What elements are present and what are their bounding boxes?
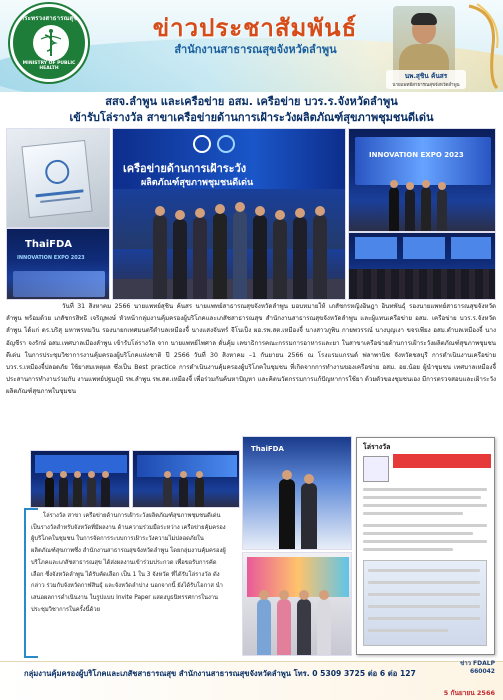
document-row (363, 540, 487, 543)
person-head (406, 182, 414, 190)
photo-booth (242, 552, 352, 656)
plaque-line (40, 197, 80, 203)
person-head (88, 471, 95, 478)
person-head (304, 474, 314, 484)
person-head (390, 180, 398, 188)
person (389, 187, 399, 231)
person (195, 477, 204, 507)
person-head (46, 471, 53, 478)
person-head (175, 210, 185, 220)
led-screen (451, 237, 491, 259)
photo-fda-screen (6, 228, 110, 300)
person-head (259, 590, 269, 600)
person-head (180, 471, 187, 478)
led-screen (355, 237, 397, 259)
document-card-title: โล่รางวัล (363, 443, 391, 451)
document-row (368, 569, 480, 572)
document-row (363, 496, 481, 499)
document-row (363, 504, 487, 507)
stage-logo-icon (193, 135, 211, 153)
person (73, 477, 82, 507)
led-screen (355, 137, 491, 185)
person (301, 483, 317, 549)
person-head (155, 206, 165, 216)
person (233, 211, 247, 299)
stage-banner-line-1: เครือข่ายด้านการเฝ้าระวัง (123, 162, 247, 175)
person-head (319, 590, 329, 600)
person (213, 213, 227, 299)
person-head (74, 471, 81, 478)
document-card (356, 437, 495, 655)
footer (0, 661, 503, 700)
headline (0, 94, 503, 126)
person (317, 599, 331, 655)
person (153, 215, 167, 299)
person-head (215, 204, 225, 214)
portrait-role: นายแพทย์สาธารณสุขจังหวัดลำพูน (392, 83, 460, 88)
document-row (368, 629, 448, 632)
document-card-thumbnail (363, 456, 389, 482)
photo-plaque (6, 128, 110, 228)
person-head (438, 182, 446, 190)
footer-code-1: ข่าว FDALP (460, 660, 495, 667)
document-card-table (363, 560, 487, 646)
screen-event: INNOVATION EXPO 2023 (17, 255, 85, 261)
document-row (368, 605, 480, 608)
person-head (195, 208, 205, 218)
person-head (255, 206, 265, 216)
exhibit-brand: ThaiFDA (251, 445, 284, 453)
plaque-emblem-icon (44, 159, 70, 185)
portrait-caption (386, 70, 466, 89)
person-head (422, 180, 430, 188)
logo-top-text: กระทรวงสาธารณสุข (20, 15, 78, 22)
body-paragraph: วันที่ 31 สิงหาคม 2566 นายแพทย์สุชิน ค้นสร นายแพทย์สาธารณสุขจังหวัดลำพูน มอบหมายให้ เภสัชกรหญิงอิษฎา อินทพันธุ์ รองนายแพทย์สาธารณสุขจังหวัดลำพูน พร้อมด้วย เภสัชกรสิทธิ เจริญพงษ์ หัวหน้ากลุ่มงานคุ้มครองผู้บริโภคและเภสัชสาธารณสุข สำนักงานสาธารณสุขจังหวัดลำพูน และผู้แทนเครือข่าย อสม. เครือข่าย บวร.ร.จังหวัดลำพูน ได้แก่ ดร.บริสุ มหาพรหมวิน รองนายกเทศมนตรีตำบลเหมืองจี้ นางแสงจันทร์ จีโนเป็ง ผอ.รพ.สต.เหมืองจี้ นางสาวภูพิน กายพวรรณ์ นางบุญเงา ขจรเพียง อสม.ตำบลเหมืองจี้ นางอัญชีรา จงรักษ์ อสม.เทศบาลเมืองลำพูน เข้ารับโล่รางวัล จาก นายแพทย์ไพศาล ดั่นคุ้ม เลขาธิการคณะกรรมการอาหารและยา ในสาขาเครือข่ายด้านการเฝ้าระวังผลิตภัณฑ์สุขภาพชุมชนดีเด่น ในการประชุมวิชาการงานคุ้มครองผู้บริโภคแห่งชาติ ปี 2566 วันที่ 30 สิงหาคม –1 กันยายน 2566 ณ โรงแรมแกรนด์ ฟลาพานิช จังหวัดชลบุรี การดำเนินงานเครือข่ายบวร.ร.เหมืองจี้ปลอดภัย ใช้ยาสมเหตุผล ซึ่งเป็น Best practice การดำเนินงานคุ้มครองผู้บริโภคในชุมชน ที่เกิดจากการทำงานของเครือข่าย อสม. อย.น้อย ผู้นำชุมชน เทศบาลเหมืองจี้ ประสานการทำงานร่วมกับ งานแพทย์ปฐมภูมิ รพ.ลำพูน รพ.สต.เหมืองจี้ เพื่อร่วมกันค้นหาปัญหา และคิดนวัตกรรมการแก้ปัญหาการใช้ยา ด้วยตัวของชุมชนเอง มีการตรวจสอบและเฝ้าระวังผลิตภัณฑ์สุขภาพในชุมชน (6, 303, 496, 396)
document-row (363, 532, 473, 535)
photo-exhibit (242, 436, 352, 550)
side-note: โล่รางวัล สาขา เครือข่ายด้านการเฝ้าระวังผลิตภัณฑ์สุขภาพชุมชนดีเด่น เป็นรางวัลสำหรับจังหวัดที่มีผลงาน ด้านความร่วมมือระหว่าง เครือข่ายคุ้มครองผู้บริโภคในชุมชน ในการจัดการระบบการเฝ้าระวังความไม่ปลอดภัยในผลิตภัณฑ์สุขภาพซึ่ง สำนักงานสาธารณสุขจังหวัดลำพูน โดยกลุ่มงานคุ้มครองผู้บริโภคและเภสัชสาธารณสุข ได้ส่งผลงานเข้าร่วมประกวด เพื่อขอรับการคัดเลือก ซึ่งจังหวัดลำพูน ได้รับคัดเลือก เป็น 1 ใน 3 จังหวัด ที่ได้รับโล่รางวัล ดังกล่าว ร่วมกับจังหวัดกาฬสินธุ์ และจังหวัดลำปาง นอกจากนี้ ยังได้รับโอกาส นำเสนอผลการดำเนินงาน ในรูปแบบ Invite Paper แสดงบูธนิทรรศการในงานประชุมวิชาการในครั้งนี้ด้วย (31, 513, 226, 613)
document-card-banner (393, 454, 491, 468)
moph-logo (10, 4, 88, 82)
audience-rows (349, 269, 496, 300)
page-title: ข่าวประชาสัมพันธ์ (152, 14, 358, 42)
person (297, 599, 311, 655)
stage-logo-icon (217, 135, 235, 153)
person (257, 599, 271, 655)
stage-backdrop (113, 189, 346, 249)
footer-code-2: 660042 (469, 668, 495, 675)
person (273, 219, 287, 299)
led-screen (137, 455, 237, 477)
person (87, 477, 96, 507)
person-head (299, 590, 309, 600)
person (59, 477, 68, 507)
person (279, 479, 295, 549)
person (173, 219, 187, 299)
stage-banner-line-2: ผลิตภัณฑ์สุขภาพชุมชนดีเด่น (141, 178, 254, 188)
person (101, 477, 110, 507)
document-row (363, 524, 487, 527)
person-head (282, 470, 292, 480)
person (421, 187, 431, 231)
person-head (315, 206, 325, 216)
person (293, 217, 307, 299)
person-head (235, 202, 245, 212)
document-row (368, 617, 480, 620)
person-head (60, 471, 67, 478)
scroll-decoration-icon (463, 2, 501, 90)
headline-line-1: สสจ.ลำพูน และเครือข่าย อสม. เครือข่าย บวร.ร.จังหวัดลำพูน (105, 95, 398, 108)
screen-brand: ThaiFDA (25, 239, 72, 250)
person-head (279, 590, 289, 600)
person (277, 599, 291, 655)
document-row (363, 512, 463, 515)
stage-banner (113, 129, 346, 189)
person (313, 215, 327, 299)
person-head (275, 210, 285, 220)
footer-date: 5 กันยายน 2566 (443, 689, 495, 697)
screen-event-2: INNOVATION EXPO 2023 (369, 151, 464, 159)
footer-contact: กลุ่มงานคุ้มครองผู้บริโภคและเภสัชสาธารณสุข สำนักงานสาธารณสุขจังหวัดลำพูน โทร. 0 5309 3725 ต่อ 6 ต่อ 127 (24, 669, 416, 678)
screen-glow (13, 271, 105, 297)
document-row (368, 581, 480, 584)
document-row (363, 548, 453, 551)
person (45, 477, 54, 507)
person (437, 189, 447, 231)
led-screen (403, 237, 445, 259)
person (253, 215, 267, 299)
moph-emblem-icon (33, 25, 69, 61)
photo-group-2 (132, 450, 240, 508)
footer-code (460, 660, 495, 676)
glass-plaque (21, 140, 92, 218)
page-subtitle: สำนักงานสาธารณสุขจังหวัดลำพูน (174, 43, 337, 56)
stage-floor (113, 279, 346, 300)
photo-audience (348, 232, 496, 300)
headline-line-2: เข้ารับโล่รางวัล สาขาเครือข่ายด้านการเฝ้าระวังผลิตภัณฑ์สุขภาพชุมชนดีเด่น (69, 111, 434, 124)
photo-stage-wide (348, 128, 496, 232)
document-row (363, 488, 487, 491)
document-row (368, 593, 480, 596)
person-head (164, 471, 171, 478)
person-head (102, 471, 109, 478)
portrait-hair (411, 13, 437, 25)
logo-bottom-text: MINISTRY OF PUBLIC HEALTH (22, 61, 76, 71)
person (193, 217, 207, 299)
photo-award-stage (112, 128, 346, 300)
person (405, 189, 415, 231)
person (179, 477, 188, 507)
person-head (196, 471, 203, 478)
portrait-name: นพ.สุชิน ค้นสร (404, 72, 448, 80)
photo-group-1 (30, 450, 130, 508)
person (163, 477, 172, 507)
person-head (295, 208, 305, 218)
